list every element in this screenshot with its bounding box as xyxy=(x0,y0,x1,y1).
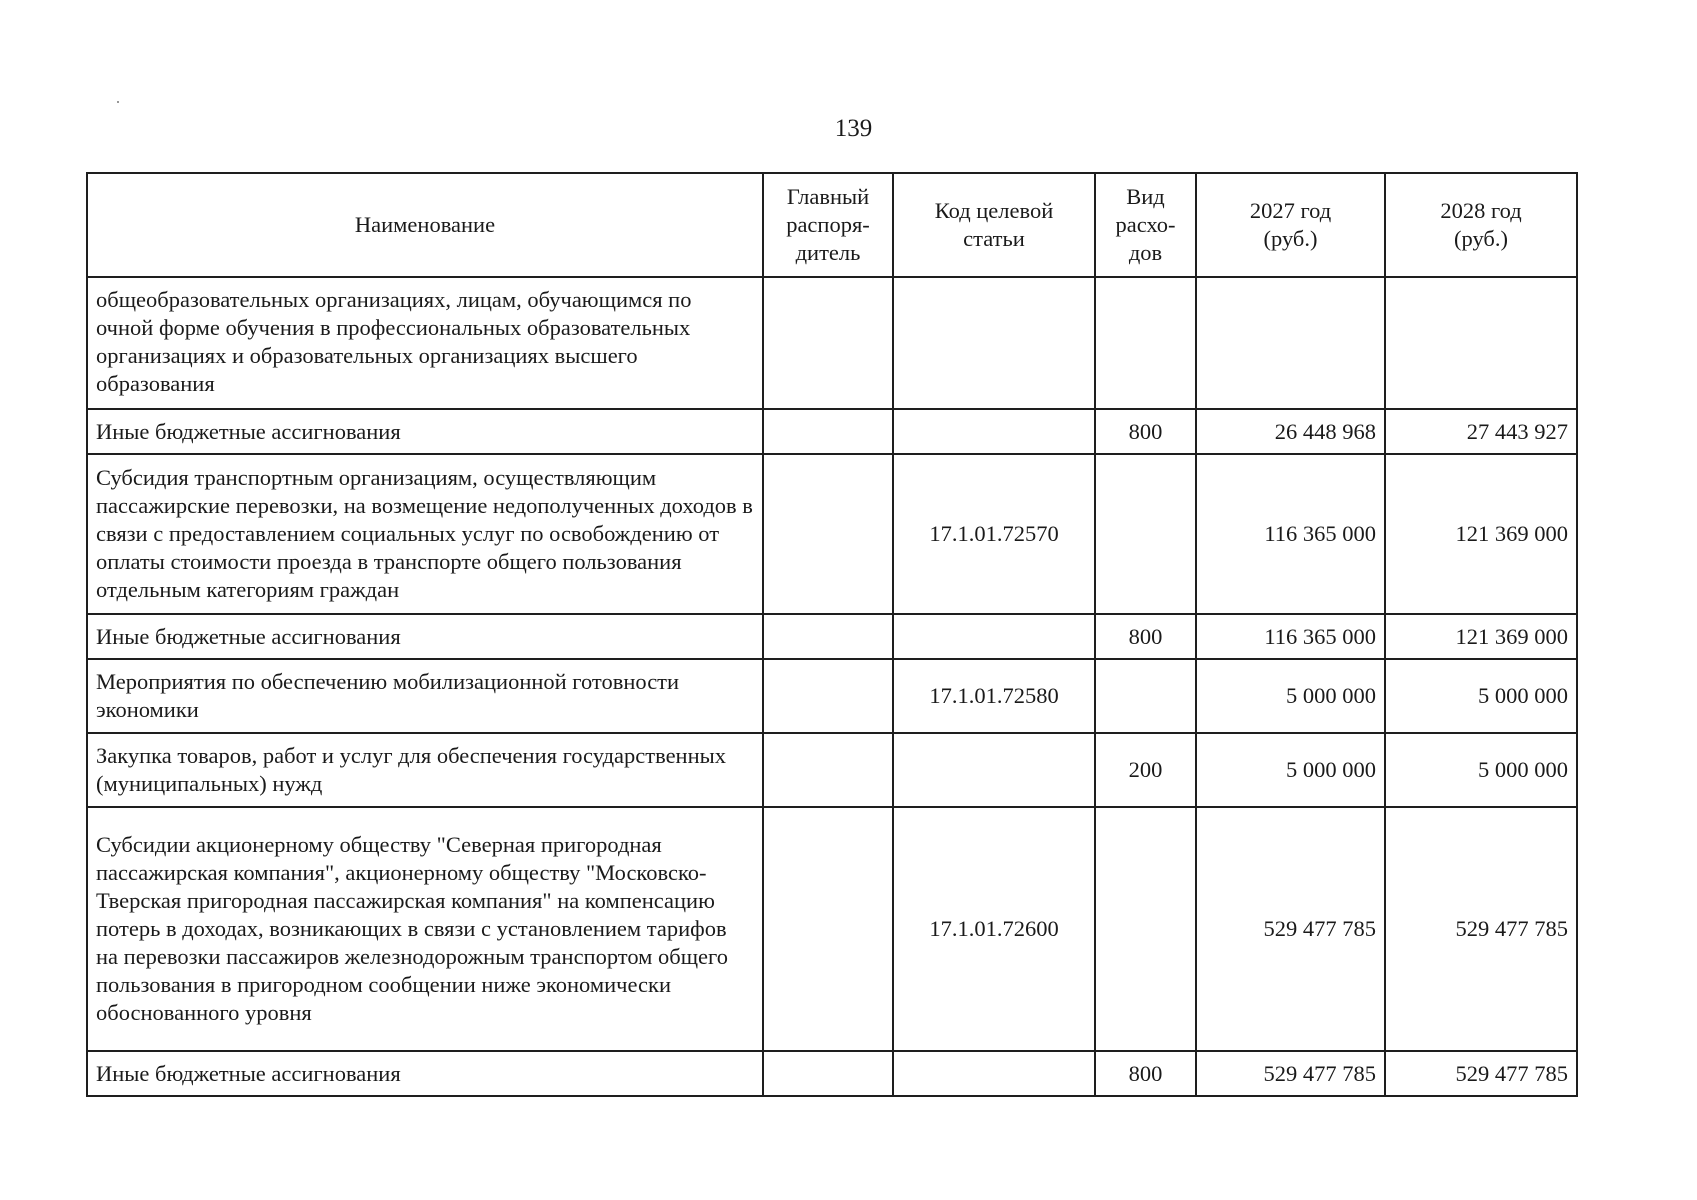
row-code xyxy=(893,614,1095,659)
row-2028: 529 477 785 xyxy=(1385,1051,1577,1096)
row-name: Субсидия транспортным организациям, осуществляющим пассажирские перевозки, на возмещение недополученных доходов в связи с предоставлением социальных услуг по освобождению от оплаты стоимости проезда в транспорте общего пользования отдельным категориям граждан xyxy=(87,454,763,614)
header-2028: 2028 год (руб.) xyxy=(1385,173,1577,277)
scan-speck xyxy=(117,101,119,103)
row-code: 17.1.01.72580 xyxy=(893,659,1095,733)
row-vr xyxy=(1095,277,1196,409)
row-grbs xyxy=(763,409,893,454)
row-2027: 529 477 785 xyxy=(1196,1051,1385,1096)
table-row xyxy=(87,409,1577,454)
row-2028: 5 000 000 xyxy=(1385,659,1577,733)
page-number: 139 xyxy=(834,115,873,142)
row-code xyxy=(893,409,1095,454)
row-vr xyxy=(1095,807,1196,1051)
row-name: Иные бюджетные ассигнования xyxy=(87,614,763,659)
header-grbs: Главный распоря- дитель xyxy=(763,173,893,277)
header-code: Код целевой статьи xyxy=(893,173,1095,277)
row-2027: 5 000 000 xyxy=(1196,733,1385,807)
row-2028: 121 369 000 xyxy=(1385,614,1577,659)
row-2027: 529 477 785 xyxy=(1196,807,1385,1051)
row-code: 17.1.01.72600 xyxy=(893,807,1095,1051)
row-2027: 26 448 968 xyxy=(1196,409,1385,454)
row-vr: 800 xyxy=(1095,409,1196,454)
row-2028: 27 443 927 xyxy=(1385,409,1577,454)
row-2028: 121 369 000 xyxy=(1385,454,1577,614)
row-code xyxy=(893,1051,1095,1096)
table-row xyxy=(87,1051,1577,1096)
table-header-row xyxy=(87,173,1577,277)
header-name: Наименование xyxy=(87,173,763,277)
row-vr xyxy=(1095,454,1196,614)
table-row xyxy=(87,454,1577,614)
row-2028: 5 000 000 xyxy=(1385,733,1577,807)
row-name: Иные бюджетные ассигнования xyxy=(87,409,763,454)
row-2028: 529 477 785 xyxy=(1385,807,1577,1051)
row-grbs xyxy=(763,614,893,659)
header-vr: Вид расхо- дов xyxy=(1095,173,1196,277)
row-code xyxy=(893,277,1095,409)
row-vr: 200 xyxy=(1095,733,1196,807)
row-2027: 5 000 000 xyxy=(1196,659,1385,733)
row-grbs xyxy=(763,733,893,807)
row-vr: 800 xyxy=(1095,1051,1196,1096)
table-row xyxy=(87,277,1577,409)
row-2027: 116 365 000 xyxy=(1196,454,1385,614)
row-2028 xyxy=(1385,277,1577,409)
table-row xyxy=(87,807,1577,1051)
table-row xyxy=(87,659,1577,733)
row-vr: 800 xyxy=(1095,614,1196,659)
row-2027 xyxy=(1196,277,1385,409)
row-name: Закупка товаров, работ и услуг для обеспечения государственных (муниципальных) нужд xyxy=(87,733,763,807)
table-row xyxy=(87,733,1577,807)
row-vr xyxy=(1095,659,1196,733)
row-grbs xyxy=(763,277,893,409)
row-code: 17.1.01.72570 xyxy=(893,454,1095,614)
header-2027: 2027 год (руб.) xyxy=(1196,173,1385,277)
row-name: Мероприятия по обеспечению мобилизационной готовности экономики xyxy=(87,659,763,733)
row-grbs xyxy=(763,807,893,1051)
row-name: общеобразовательных организациях, лицам, обучающимся по очной форме обучения в профессиональных образовательных организациях и образовательных организациях высшего образования xyxy=(87,277,763,409)
row-name: Субсидии акционерному обществу "Северная пригородная пассажирская компания", акционерному обществу "Московско-Тверская пригородная пассажирская компания" на компенсацию потерь в доходах, возникающих в связи с установлением тарифов на перевозки пассажиров железнодорожным транспортом общего пользования в пригородном сообщении ниже экономически обоснованного уровня xyxy=(87,807,763,1051)
row-grbs xyxy=(763,1051,893,1096)
row-name: Иные бюджетные ассигнования xyxy=(87,1051,763,1096)
table-row xyxy=(87,614,1577,659)
row-grbs xyxy=(763,454,893,614)
row-2027: 116 365 000 xyxy=(1196,614,1385,659)
budget-table xyxy=(86,172,1578,1097)
row-grbs xyxy=(763,659,893,733)
row-code xyxy=(893,733,1095,807)
